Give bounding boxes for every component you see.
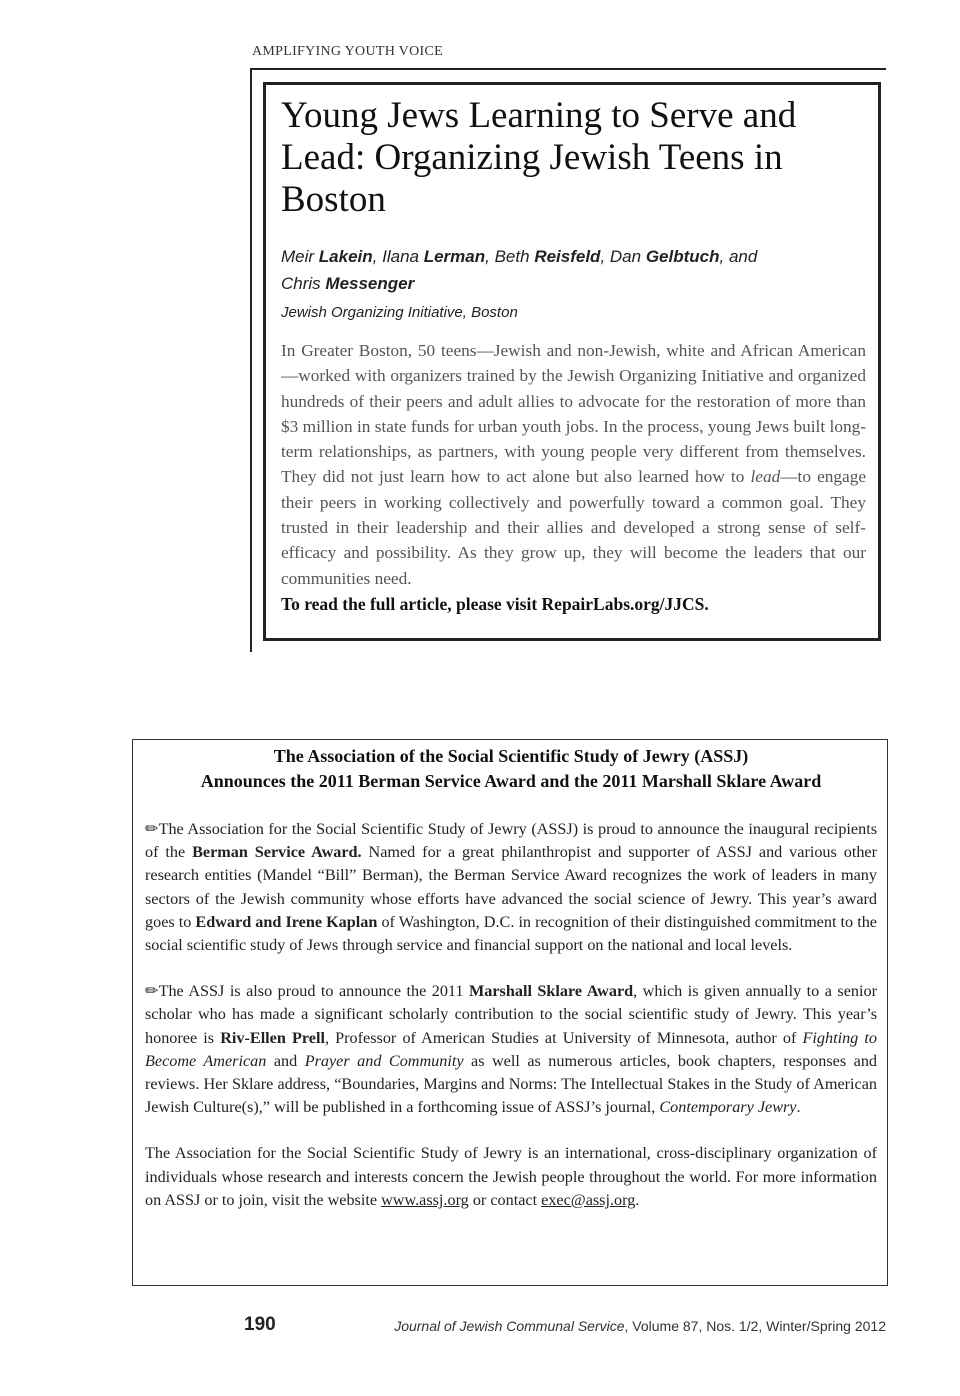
article-title: Young Jews Learning to Serve and Lead: Organizing Jewish Teens in Boston	[281, 95, 797, 220]
journal-citation: Journal of Jewish Communal Service, Volume 87, Nos. 1/2, Winter/Spring 2012	[394, 1318, 886, 1334]
author: Chris Messenger	[281, 274, 415, 293]
section-label: AMPLIFYING YOUTH VOICE	[252, 44, 443, 59]
sklare-award-paragraph: ✏The ASSJ is also proud to announce the 2011 Marshall Sklare Award, which is given annually to a senior scholar who has made a significant scholarly contribution to the social scientific study of Jewry. This year’s honoree is Riv-Ellen Prell, Professor of American Studies at University of Minnesota, author of Fighting to Become American and Prayer and Community as well as numerous articles, book chapters, responses and reviews. Her Sklare address, “Boundaries, Margins and Norms: The Intellectual Stakes in the Study of American Jewish Culture(s),” will be published in a forthcoming issue of ASSJ’s journal, Contemporary Jewry.	[145, 982, 878, 1117]
berman-award-paragraph: ✏The Association for the Social Scientific Study of Jewry (ASSJ) is proud to announce the inaugural recipients of the Berman Service Award. Named for a great philanthropist and supporter of ASSJ and various other research entities (Mandel “Bill” Berman), the Berman Service Award recognizes the work of leaders in many sectors of the Jewish community whose efforts have advanced the social science of Jewry. This year’s award goes to Edward and Irene Kaplan of Washington, D.C. in recognition of their distinguished commitment to the social scientific study of Jews through service and financial support on the national and local levels.	[145, 820, 877, 955]
assj-announcement	[132, 739, 888, 1286]
assj-website-link[interactable]: www.assj.org	[381, 1190, 469, 1209]
author-affiliation: Jewish Organizing Initiative, Boston	[281, 304, 518, 321]
pencil-bullet-icon: ✏	[145, 982, 159, 1001]
author-list	[281, 243, 866, 297]
page-number: 190	[244, 1314, 276, 1335]
author: Beth Reisfeld,	[494, 247, 610, 266]
full-article-link-text: To read the full article, please visit RepairLabs.org/JJCS.	[281, 593, 709, 614]
assj-info-paragraph: The Association for the Social Scientific Study of Jewry is an international, cross-disciplinary organization of individuals whose research and interests concern the Jewish people throughout the world. For more information on ASSJ or to join, visit the website www.assj.org or contact exec@assj.org.	[145, 1144, 877, 1209]
author: Meir Lakein,	[281, 247, 383, 266]
author: Dan Gelbtuch, and	[609, 247, 758, 266]
header-rule	[250, 68, 886, 70]
author: Ilana Lerman,	[382, 247, 495, 266]
pencil-bullet-icon: ✏	[145, 820, 159, 838]
left-rule	[250, 68, 252, 652]
announcement-heading: The Association of the Social Scientific Study of Jewry (ASSJ) Announces the 2011 Berman Service Award and the 2011 Marshall Sklare Award	[200, 746, 822, 791]
article-abstract: In Greater Boston, 50 teens—Jewish and non-Jewish, white and African American—worked with organizers trained by the Jewish Organizing Initiative and organized hundreds of their peers and adult allies to advocate for the restoration of more than $3 million in state funds for urban youth jobs. In the process, young Jews built long-term relationships, as partners, with young people very different from themselves. They did not just learn how to act alone but also learned how to lead—to engage their peers in working collectively and powerfully toward a common goal. They trusted in their leadership and their allies and developed a strong sense of self-efficacy and possibility. As they grow up, they will become the leaders that our communities need.	[281, 341, 867, 588]
assj-email-link[interactable]: exec@assj.org	[541, 1190, 636, 1209]
article-box	[263, 82, 881, 641]
